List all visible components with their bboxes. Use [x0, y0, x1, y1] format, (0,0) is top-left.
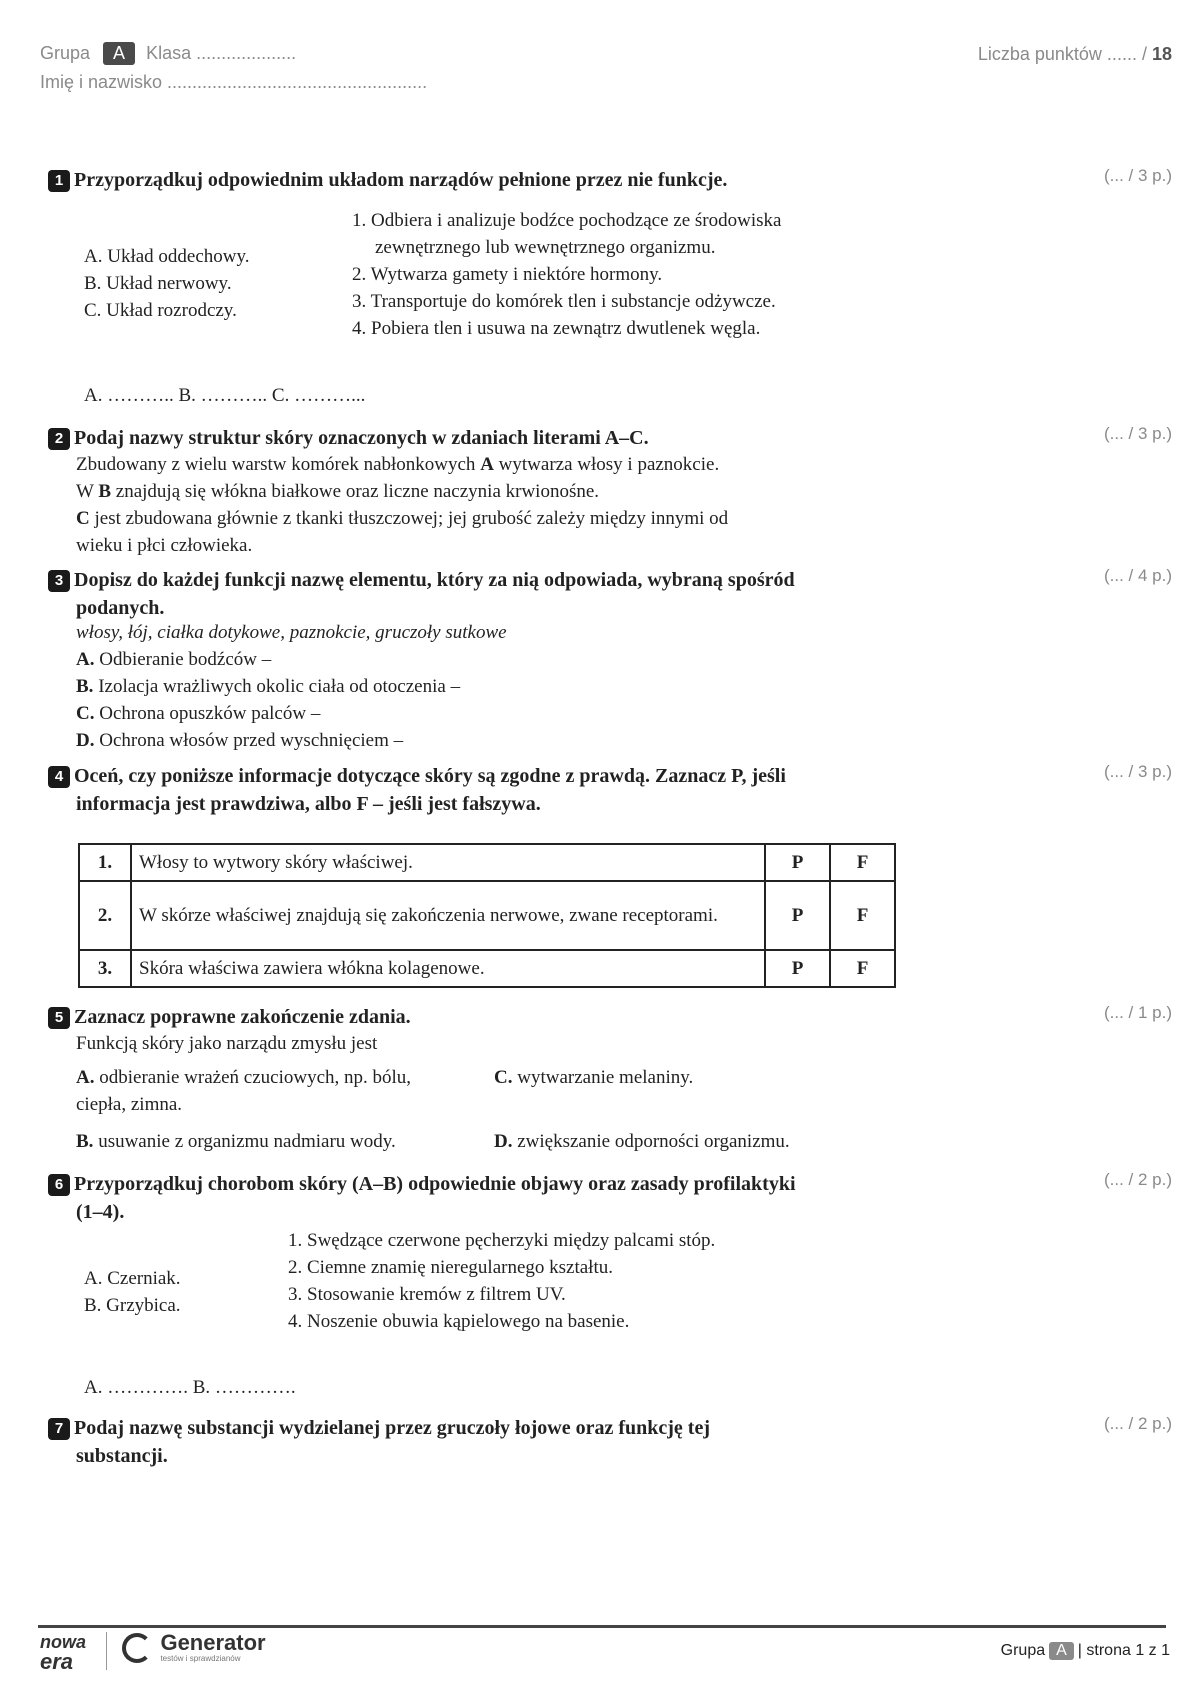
task-6-right-list: [288, 1227, 715, 1335]
task-number: 5: [48, 1007, 70, 1029]
list-item[interactable]: C. Ochrona opuszków palców –: [76, 703, 321, 724]
class-field[interactable]: Klasa ....................: [146, 43, 297, 63]
logo-separator: [106, 1632, 107, 1670]
task-7-title: [48, 1414, 710, 1470]
row-number: 2.: [79, 881, 131, 950]
list-item: 2. Ciemne znamię nieregularnego kształtu.: [288, 1257, 613, 1278]
list-item[interactable]: D. Ochrona włosów przed wyschnięciem –: [76, 730, 404, 751]
group-badge: A: [103, 42, 135, 65]
list-item: A. Czerniak.: [84, 1268, 181, 1289]
task-number: 7: [48, 1418, 70, 1440]
false-option[interactable]: F: [830, 881, 895, 950]
sentence: Zbudowany z wielu warstw komórek nabłonkowych A wytwarza włosy i paznokcie.: [76, 454, 720, 475]
task-number: 3: [48, 570, 70, 592]
points-total: [978, 44, 1172, 65]
task-number: 1: [48, 170, 70, 192]
list-item: B. Grzybica.: [84, 1295, 181, 1316]
page-number: | strona 1 z 1: [1077, 1642, 1170, 1659]
true-false-table: [78, 843, 896, 988]
task-title-text: podanych.: [76, 597, 165, 619]
footer-group-label: Grupa: [1000, 1642, 1046, 1659]
task-5-points[interactable]: (... / 1 p.): [1103, 1003, 1172, 1022]
task-3-options: włosy, łój, ciałka dotykowe, paznokcie, gruczoły sutkowe: [76, 622, 507, 643]
answer-option-a[interactable]: A. odbieranie wrażeń czuciowych, np. bólu, ciepła, zimna.: [76, 1067, 412, 1115]
list-item: C. Układ rozrodczy.: [84, 300, 237, 321]
task-1-title: [48, 166, 727, 194]
task-title-text: Zaznacz poprawne zakończenie zdania.: [74, 1006, 411, 1028]
task-5-stem: Funkcją skóry jako narządu zmysłu jest: [76, 1033, 378, 1054]
task-2-title: [48, 424, 649, 452]
list-item: 1. Odbiera i analizuje bodźce pochodzące ze środowiska: [352, 210, 782, 231]
task-title-text: informacja jest prawdziwa, albo F – jeśli jest fałszywa.: [76, 793, 541, 815]
task-6-answer-line[interactable]: A. …………. B. ………….: [84, 1377, 296, 1398]
list-item: zewnętrznego lub wewnętrznego organizmu.: [375, 237, 716, 258]
task-title-text: Oceń, czy poniższe informacje dotyczące skóry są zgodne z prawdą. Zaznacz P, jeśli: [74, 765, 786, 787]
task-1-points[interactable]: (... / 3 p.): [1103, 166, 1172, 185]
row-number: 1.: [79, 844, 131, 881]
answer-option-b[interactable]: B. usuwanie z organizmu nadmiaru wody.: [76, 1131, 396, 1152]
true-option[interactable]: P: [765, 844, 830, 881]
task-2-points[interactable]: (... / 3 p.): [1103, 424, 1172, 443]
group-label: Grupa: [40, 43, 91, 63]
task-title-text: (1–4).: [76, 1201, 125, 1223]
points-total-label: Liczba punktów ...... /: [977, 44, 1147, 64]
task-6-left-list: [84, 1265, 181, 1319]
table-row: [79, 881, 895, 950]
table-row: [79, 950, 895, 987]
false-option[interactable]: F: [830, 844, 895, 881]
task-5-title: [48, 1003, 411, 1031]
row-statement: Włosy to wytwory skóry właściwej.: [131, 844, 765, 881]
answer-option-c[interactable]: C. wytwarzanie melaniny.: [494, 1067, 694, 1088]
sentence: W B znajdują się włókna białkowe oraz liczne naczynia krwionośne.: [76, 481, 600, 502]
list-item[interactable]: A. Odbieranie bodźców –: [76, 649, 272, 670]
nowa-era-logo: nowa era: [40, 1632, 87, 1674]
table-row: [79, 844, 895, 881]
list-item: 3. Stosowanie kremów z filtrem UV.: [288, 1284, 566, 1305]
points-total-max: 18: [1151, 44, 1172, 64]
task-7-points[interactable]: (... / 2 p.): [1103, 1414, 1172, 1433]
task-title-text: Przyporządkuj chorobom skóry (A–B) odpowiednie objawy oraz zasady profilaktyki: [74, 1173, 796, 1195]
list-item: 1. Swędzące czerwone pęcherzyki między palcami stóp.: [288, 1230, 716, 1251]
task-1-answer-line[interactable]: A. ……….. B. ……….. C. ………...: [84, 385, 366, 406]
task-number: 4: [48, 766, 70, 788]
task-3-items: [76, 646, 460, 754]
false-option[interactable]: F: [830, 950, 895, 987]
task-title-text: Przyporządkuj odpowiednim układom narządów pełnione przez nie funkcje.: [74, 169, 728, 191]
generator-g-icon: [122, 1633, 152, 1663]
footer-divider: [38, 1625, 1166, 1628]
true-option[interactable]: P: [765, 950, 830, 987]
task-1-right-list: [352, 207, 781, 342]
task-title-text: Podaj nazwę substancji wydzielanej przez gruczoły łojowe oraz funkcję tej: [74, 1417, 710, 1439]
task-6-points[interactable]: (... / 2 p.): [1103, 1170, 1172, 1189]
name-field[interactable]: Imię i nazwisko ....................................................: [40, 72, 428, 92]
list-item: 3. Transportuje do komórek tlen i substancje odżywcze.: [352, 291, 776, 312]
task-4-title: [48, 762, 786, 818]
task-title-text: Podaj nazwy struktur skóry oznaczonych w zdaniach literami A–C.: [74, 427, 649, 449]
sentence: C jest zbudowana głównie z tkanki tłuszczowej; jej grubość zależy między innymi od: [76, 508, 729, 529]
list-item: 4. Noszenie obuwia kąpielowego na basenie.: [288, 1311, 630, 1332]
row-number: 3.: [79, 950, 131, 987]
task-1-left-list: [84, 243, 250, 324]
task-title-text: Dopisz do każdej funkcji nazwę elementu, który za nią odpowiada, wybraną spośród: [74, 569, 795, 591]
row-statement: Skóra właściwa zawiera włókna kolagenowe.: [131, 950, 765, 987]
task-6-title: [48, 1170, 796, 1226]
task-2-body: [76, 451, 728, 559]
row-statement: W skórze właściwej znajdują się zakończenia nerwowe, zwane receptorami.: [131, 881, 765, 950]
answer-option-d[interactable]: D. zwiększanie odporności organizmu.: [494, 1131, 790, 1152]
task-number: 2: [48, 428, 70, 450]
header-group-line: [40, 42, 296, 65]
sentence: wieku i płci człowieka.: [76, 535, 253, 556]
true-option[interactable]: P: [765, 881, 830, 950]
list-item: A. Układ oddechowy.: [84, 246, 250, 267]
task-3-points[interactable]: (... / 4 p.): [1103, 566, 1172, 585]
footer-group-badge: A: [1049, 1642, 1074, 1660]
generator-logo: Generator testów i sprawdzianów: [122, 1632, 266, 1663]
list-item[interactable]: B. Izolacja wrażliwych okolic ciała od otoczenia –: [76, 676, 461, 697]
task-3-title: [48, 566, 795, 622]
task-title-text: substancji.: [76, 1445, 168, 1467]
task-number: 6: [48, 1174, 70, 1196]
page-footer-info: [1001, 1642, 1170, 1660]
list-item: 2. Wytwarza gamety i niektóre hormony.: [352, 264, 663, 285]
task-4-points[interactable]: (... / 3 p.): [1103, 762, 1172, 781]
list-item: B. Układ nerwowy.: [84, 273, 232, 294]
list-item: 4. Pobiera tlen i usuwa na zewnątrz dwutlenek węgla.: [352, 318, 761, 339]
